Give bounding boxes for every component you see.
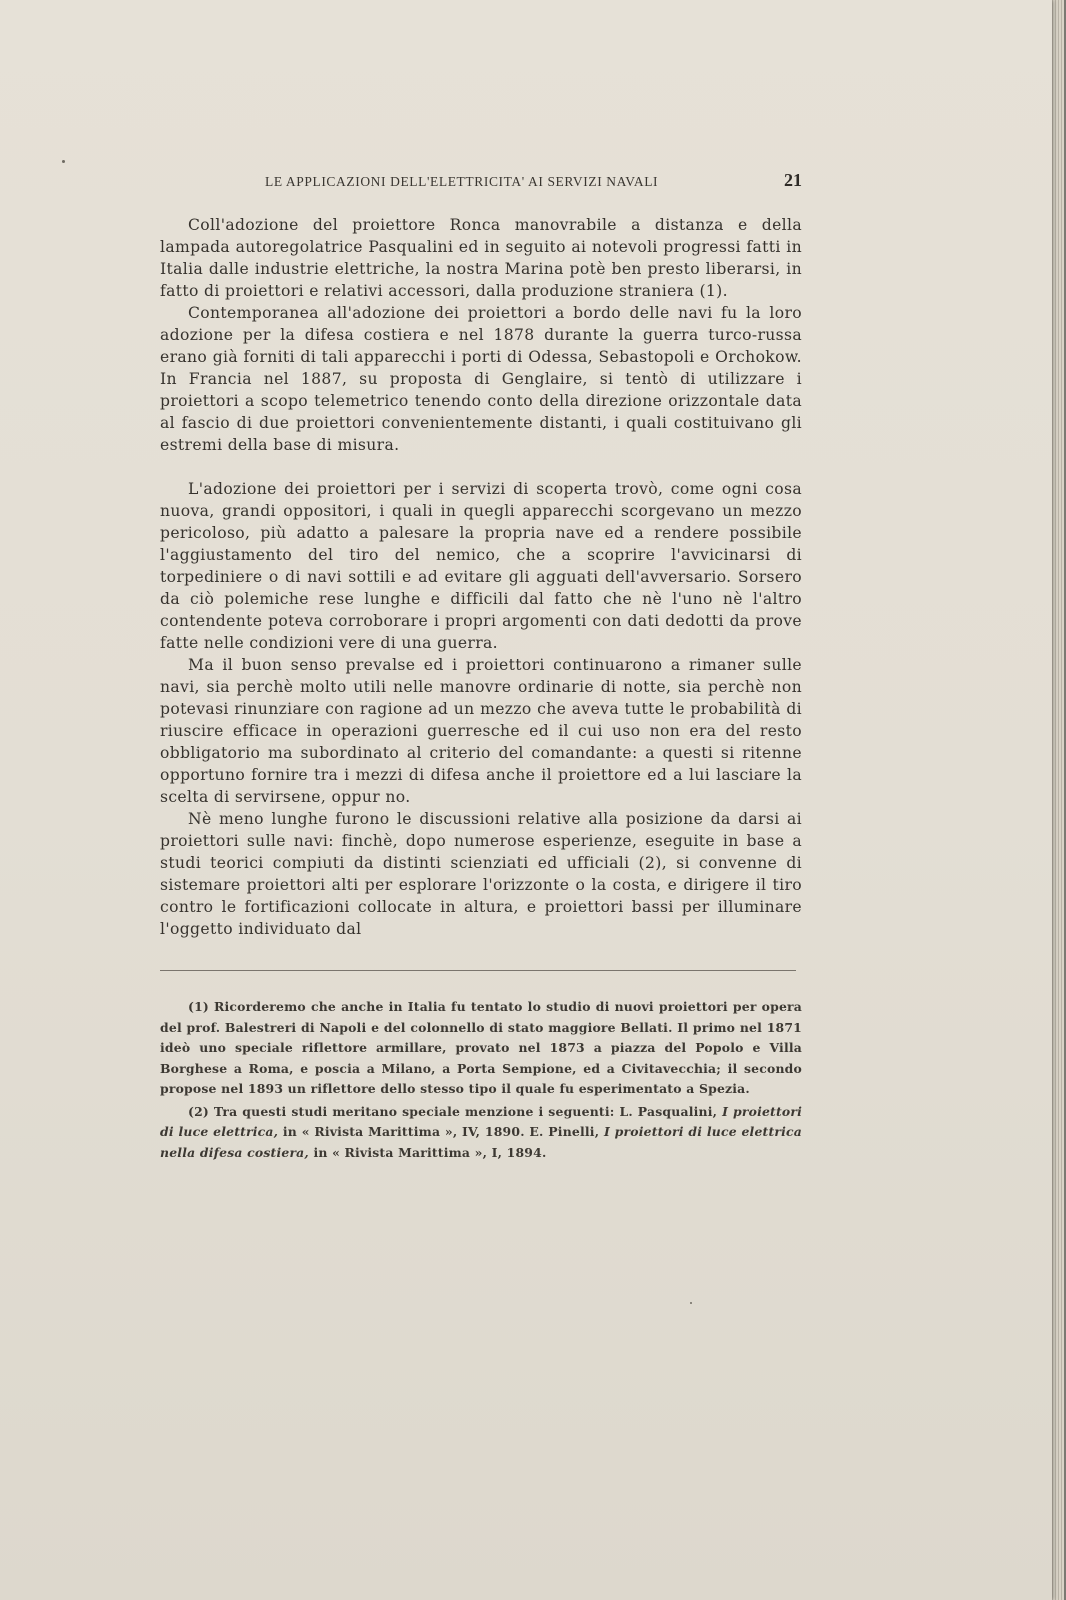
footnote-2 bbox=[160, 1102, 802, 1164]
paragraph: L'adozione dei proiettori per i servizi di scoperta trovò, come ogni cosa nuova, grandi oppositori, i quali in quegli apparecchi scorgevano un mezzo pericoloso, più adatto a palesare la propria nave ed a rendere possibile l'aggiustamento del tiro del nemico, che a scoprire l'avvicinarsi di torpediniere o di navi sottili e ad evitare gli agguati dell'avversario. Sorsero da ciò polemiche rese lunghe e difficili dal fatto che nè l'uno nè l'altro contendente poteva corroborare i propri argomenti con dati dedotti da prove fatte nelle condizioni vere di una guerra. bbox=[160, 480, 802, 652]
paragraph: Coll'adozione del proiettore Ronca manovrabile a distanza e della lampada autoregolatrice Pasqualini ed in seguito ai notevoli progressi fatti in Italia dalle industrie elettriche, la nostra Marina potè ben presto liberarsi, in fatto di proiettori e relativi accessori, dalla produzione straniera (1). bbox=[160, 216, 802, 300]
footnote-2-text: in « Rivista Marittima », IV, 1890. E. Pinelli, bbox=[282, 1124, 600, 1139]
page-speck bbox=[62, 160, 65, 163]
footnote-2-title: I proiettori di luce elettrica, bbox=[160, 1103, 803, 1139]
footnote-divider bbox=[160, 970, 796, 971]
page-number: 21 bbox=[784, 170, 802, 190]
running-head bbox=[160, 170, 802, 194]
running-title: LE APPLICAZIONI DELL'ELETTRICITA' AI SERVIZI NAVALI bbox=[265, 174, 659, 189]
page-content bbox=[160, 170, 802, 1165]
footnote-1: (1) Ricorderemo che anche in Italia fu tentato lo studio di nuovi proiettori per opera del prof. Balestreri di Napoli e del colonnello di stato maggiore Bellati. Il primo nel 1871 ideò uno speciale riflettore armillare, provato nel 1873 a piazza del Popolo e Villa Borghese a Roma, e poscia a Milano, a Porta Sempione, ed a Civitavecchia; il secondo propose nel 1893 un riflettore dello stesso tipo il quale fu esperimentato a Spezia. bbox=[160, 999, 802, 1096]
paragraph: Contemporanea all'adozione dei proiettori a bordo delle navi fu la loro adozione per la difesa costiera e nel 1878 durante la guerra turco-russa erano già forniti di tali apparecchi i porti di Odessa, Sebastopoli e Orchokow. In Francia nel 1887, su proposta di Genglaire, si tentò di utilizzare i proiettori a scopo telemetrico tenendo conto della direzione orizzontale data al fascio di due proiettori convenientemente distanti, i quali costituivano gli estremi della base di misura. bbox=[160, 304, 802, 454]
footnote-2-text: (2) Tra questi studi meritano speciale menzione i seguenti: L. Pasqualini, bbox=[188, 1103, 718, 1119]
page-speck bbox=[690, 1302, 692, 1304]
footnote-2-text: in « Rivista Marittima », I, 1894. bbox=[313, 1144, 547, 1160]
paragraph: Ma il buon senso prevalse ed i proiettori continuarono a rimaner sulle navi, sia perchè molto utili nelle manovre ordinarie di notte, sia perchè non potevasi rinunziare con ragione ad un mezzo che aveva tutte le probabilità di riuscire efficace in operazioni guerresche ed il cui uso non era del resto obbligatorio ma subordinato al criterio del comandante: a questi si ritenne opportuno fornire tra i mezzi di difesa anche il proiettore ed a lui lasciare la scelta di servirsene, oppur no. bbox=[160, 656, 802, 806]
footnotes bbox=[160, 997, 802, 1163]
paragraph: Nè meno lunghe furono le discussioni relative alla posizione da darsi ai proiettori sulle navi: finchè, dopo numerose esperienze, eseguite in base a studi teorici compiuti da distinti scienziati ed ufficiali (2), si convenne di sistemare proiettori alti per esplorare l'orizzonte o la costa, e dirigere il tiro contro le fortificazioni collocate in altura, e proiettori bassi per illuminare l'oggetto individuato dal bbox=[160, 810, 802, 938]
body-text bbox=[160, 214, 802, 940]
footnote-2-title: I proiettori di luce elettrica nella difesa costiera, bbox=[160, 1124, 803, 1160]
page-edges bbox=[1050, 0, 1064, 1600]
